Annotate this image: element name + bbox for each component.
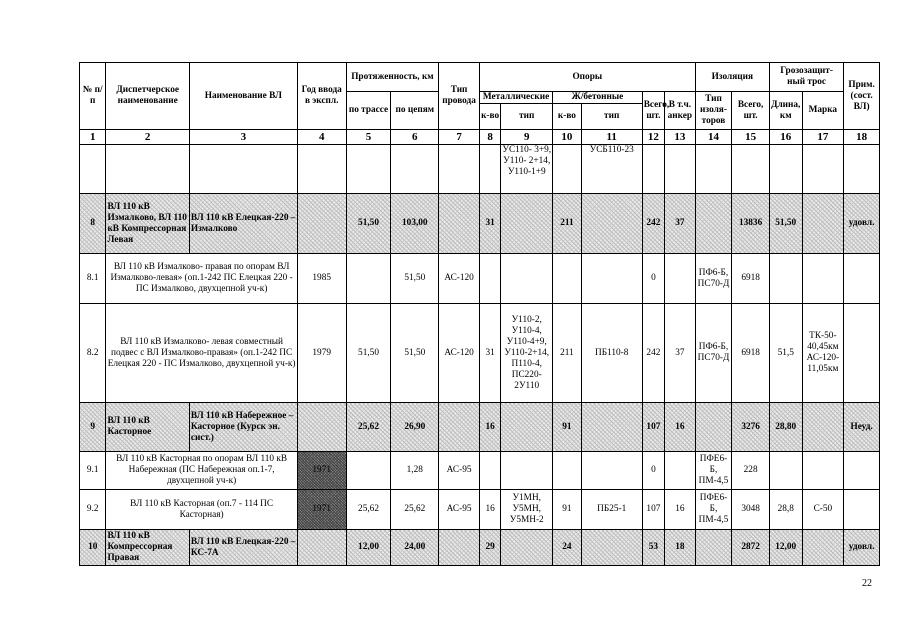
col-number: 9: [501, 130, 553, 145]
metal-type: У110-2, У110-4, У110-4+9, У110-2+14, П110-4, ПС220-2У110: [501, 304, 553, 403]
header-note: Прим. (сост. ВЛ): [844, 63, 880, 130]
metal-qty: 29: [479, 530, 500, 566]
length-circuits: 25,62: [391, 490, 439, 530]
header-concrete-qty: к-во: [553, 104, 581, 130]
col-number: 13: [665, 130, 696, 145]
header-gw-brand: Марка: [802, 92, 844, 130]
col-number: 3: [189, 130, 297, 145]
insulator-total: 6918: [732, 304, 770, 403]
header-year: Год ввода в экспл.: [297, 63, 346, 130]
supports-total: 0: [642, 452, 664, 490]
status-note: удовл.: [844, 194, 880, 254]
insulator-type: ПФ6-Б, ПС70-Д: [695, 304, 732, 403]
table-row-8: [80, 194, 880, 254]
wire-type: АС-120: [439, 254, 480, 304]
supports-total: 242: [642, 304, 664, 403]
year: 1985: [297, 254, 346, 304]
row-number: 9: [80, 403, 106, 452]
line-description: ВЛ 110 кВ Измалково- левая совместный подвес с ВЛ Измалково-правая» (оп.1-242 ПС Елецкая 220 - ПС Измалково, двухцепной уч-к): [106, 304, 297, 403]
metal-type: УС110- 3+9, У110- 2+14, У110-1+9: [501, 145, 553, 194]
line-description: ВЛ 110 кВ Касторная по опорам ВЛ 110 кВ Набережная (ПС Набережная оп.1-7, двухцепной уч-к): [106, 452, 297, 490]
insulator-type: ПФЕ6-Б, ПМ-4,5: [695, 452, 732, 490]
ground-wire-length: 51,50: [769, 194, 802, 254]
col-number: 14: [695, 130, 732, 145]
col-number: 5: [346, 130, 391, 145]
anchor-count: 37: [665, 194, 696, 254]
supports-total: 107: [642, 403, 664, 452]
supports-total: 53: [642, 530, 664, 566]
col-number: 16: [769, 130, 802, 145]
wire-type: АС-95: [439, 490, 480, 530]
header-name: Наименование ВЛ: [189, 63, 297, 130]
concrete-type: УСБ110-23: [581, 145, 642, 194]
col-number: 12: [642, 130, 664, 145]
line-name: ВЛ 110 кВ Елецкая-220 – КС-7А: [189, 530, 297, 566]
insulator-type: ПФ6-Б, ПС70-Д: [695, 254, 732, 304]
table-row-9: [80, 403, 880, 452]
status-note: удовл.: [844, 530, 880, 566]
header-supports: Опоры: [479, 63, 695, 92]
header-length: Протяженность, км: [346, 63, 439, 92]
insulator-total: 3276: [732, 403, 770, 452]
length-circuits: 24,00: [391, 530, 439, 566]
page-number: 22: [862, 578, 872, 589]
concrete-type: ПБ25-1: [581, 490, 642, 530]
table-row-8-1: [80, 254, 880, 304]
header-insulation: Изоляция: [695, 63, 769, 92]
length-route: 51,50: [346, 304, 391, 403]
length-route: 25,62: [346, 490, 391, 530]
col-number: 8: [479, 130, 500, 145]
anchor-count: 18: [665, 530, 696, 566]
header-total-pcs: Всего, шт.: [642, 92, 664, 130]
supports-total: 107: [642, 490, 664, 530]
ground-wire-length: 28,80: [769, 403, 802, 452]
length-circuits: 51,50: [391, 304, 439, 403]
header-metal: Металлические: [479, 92, 552, 104]
table-row-9-1: [80, 452, 880, 490]
dispatch-name: ВЛ 110 кВ Компрессорная Правая: [106, 530, 189, 566]
insulator-total: 13836: [732, 194, 770, 254]
header-len-circuits: по цепям: [391, 92, 439, 130]
row-number: 8.2: [80, 304, 106, 403]
supports-total: 242: [642, 194, 664, 254]
col-number: 11: [581, 130, 642, 145]
header-concrete: Ж/бетонные: [553, 92, 643, 104]
length-circuits: 51,50: [391, 254, 439, 304]
metal-qty: 31: [479, 194, 500, 254]
header-metal-qty: к-во: [479, 104, 500, 130]
column-number-row: [80, 130, 880, 145]
length-circuits: 1,28: [391, 452, 439, 490]
dispatch-name: ВЛ 110 кВ Измалково, ВЛ 110 кВ Компрессорная Левая: [106, 194, 189, 254]
dispatch-name: ВЛ 110 кВ Касторное: [106, 403, 189, 452]
ground-wire-length: 28,8: [769, 490, 802, 530]
length-circuits: 103,00: [391, 194, 439, 254]
header-ins-total: Всего, шт.: [732, 92, 770, 130]
concrete-qty: 211: [553, 194, 581, 254]
header-wire-type: Тип провода: [439, 63, 480, 130]
col-number: 10: [553, 130, 581, 145]
ground-wire-brand: ТК-50-40,45км АС-120-11,05км: [802, 304, 844, 403]
year: 1971: [297, 490, 346, 530]
insulator-total: 6918: [732, 254, 770, 304]
length-route: 12,00: [346, 530, 391, 566]
header-metal-type: тип: [501, 104, 553, 130]
table-row-9-2: [80, 490, 880, 530]
length-route: 25,62: [346, 403, 391, 452]
header-insulator-type: Тип изоля- торов: [695, 92, 732, 130]
header-dispatch: Диспетчерское наименование: [106, 63, 189, 130]
line-name: ВЛ 110 кВ Набережное – Касторное (Курск эн. сист.): [189, 403, 297, 452]
col-number: 18: [844, 130, 880, 145]
anchor-count: 16: [665, 403, 696, 452]
ground-wire-brand: С-50: [802, 490, 844, 530]
col-number: 1: [80, 130, 106, 145]
insulator-total: 3048: [732, 490, 770, 530]
header-incl-anchor: В т.ч. анкер: [665, 92, 696, 130]
length-circuits: 26,90: [391, 403, 439, 452]
metal-qty: 31: [479, 304, 500, 403]
anchor-count: 37: [665, 304, 696, 403]
row-number: 10: [80, 530, 106, 566]
year: 1971: [297, 452, 346, 490]
anchor-count: 16: [665, 490, 696, 530]
header-n: № п/п: [80, 63, 106, 130]
table-row-10: [80, 530, 880, 566]
header-len-route: по трассе: [346, 92, 391, 130]
status-note: Неуд.: [844, 403, 880, 452]
col-number: 2: [106, 130, 189, 145]
year: 1979: [297, 304, 346, 403]
concrete-qty: 24: [553, 530, 581, 566]
header-gw-length: Длина, км: [769, 92, 802, 130]
concrete-type: ПБ110-8: [581, 304, 642, 403]
table-row-8-2: [80, 304, 880, 403]
row-number: 8.1: [80, 254, 106, 304]
line-description: ВЛ 110 кВ Измалково- правая по опорам ВЛ Измалково-левая» (оп.1-242 ПС Елецкая 220 - ПС Измалково, двухцепной уч-к): [106, 254, 297, 304]
wire-type: АС-95: [439, 452, 480, 490]
header-ground-wire: Грозозащит- ный трос: [769, 63, 843, 92]
header-concrete-type: тип: [581, 104, 642, 130]
row-number: 8: [80, 194, 106, 254]
col-number: 15: [732, 130, 770, 145]
wire-type: АС-120: [439, 304, 480, 403]
length-route: 51,50: [346, 194, 391, 254]
concrete-qty: 91: [553, 490, 581, 530]
ground-wire-length: 12,00: [769, 530, 802, 566]
metal-type: У1МН, У5МН, У5МН-2: [501, 490, 553, 530]
col-number: 17: [802, 130, 844, 145]
col-number: 6: [391, 130, 439, 145]
metal-qty: 16: [479, 403, 500, 452]
insulator-total: 228: [732, 452, 770, 490]
row-number: 9.2: [80, 490, 106, 530]
line-name: ВЛ 110 кВ Елецкая-220 – Измалково: [189, 194, 297, 254]
ground-wire-length: 51,5: [769, 304, 802, 403]
line-description: ВЛ 110 кВ Касторная (оп.7 - 114 ПС Касторная): [106, 490, 297, 530]
insulator-total: 2872: [732, 530, 770, 566]
insulator-type: ПФЕ6-Б, ПМ-4,5: [695, 490, 732, 530]
row-number: 9.1: [80, 452, 106, 490]
concrete-qty: 211: [553, 304, 581, 403]
power-lines-table: [79, 62, 880, 566]
col-number: 7: [439, 130, 480, 145]
metal-qty: 16: [479, 490, 500, 530]
supports-total: 0: [642, 254, 664, 304]
concrete-qty: 91: [553, 403, 581, 452]
col-number: 4: [297, 130, 346, 145]
table-row-continuation: [80, 145, 880, 194]
